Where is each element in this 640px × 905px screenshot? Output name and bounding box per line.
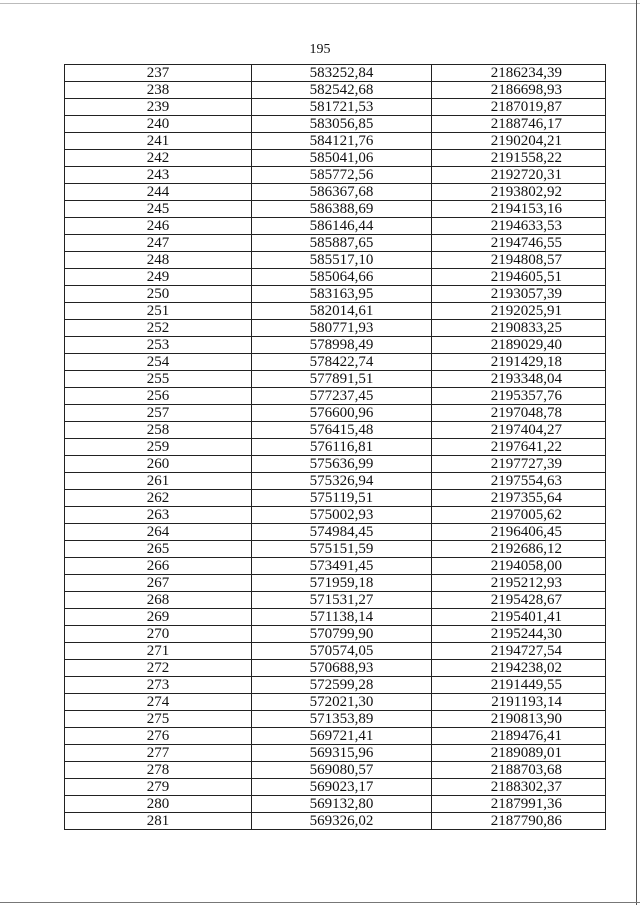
point-number-cell: 241 bbox=[65, 133, 252, 150]
y-coordinate-cell: 2194746,55 bbox=[432, 235, 606, 252]
x-coordinate-cell: 570799,90 bbox=[252, 626, 432, 643]
point-number-cell: 269 bbox=[65, 609, 252, 626]
y-coordinate-cell: 2194153,16 bbox=[432, 201, 606, 218]
x-coordinate-cell: 584121,76 bbox=[252, 133, 432, 150]
table-row bbox=[65, 167, 606, 184]
y-coordinate-cell: 2189476,41 bbox=[432, 728, 606, 745]
y-coordinate-cell: 2187991,36 bbox=[432, 796, 606, 813]
y-coordinate-cell: 2195357,76 bbox=[432, 388, 606, 405]
x-coordinate-cell: 572021,30 bbox=[252, 694, 432, 711]
y-coordinate-cell: 2192025,91 bbox=[432, 303, 606, 320]
x-coordinate-cell: 569315,96 bbox=[252, 745, 432, 762]
point-number-cell: 268 bbox=[65, 592, 252, 609]
table-row bbox=[65, 405, 606, 422]
x-coordinate-cell: 569326,02 bbox=[252, 813, 432, 830]
point-number-cell: 259 bbox=[65, 439, 252, 456]
point-number-cell: 279 bbox=[65, 779, 252, 796]
page-number: 195 bbox=[309, 42, 331, 57]
y-coordinate-cell: 2193348,04 bbox=[432, 371, 606, 388]
x-coordinate-cell: 585887,65 bbox=[252, 235, 432, 252]
table-row bbox=[65, 286, 606, 303]
table-row bbox=[65, 116, 606, 133]
y-coordinate-cell: 2190204,21 bbox=[432, 133, 606, 150]
point-number-cell: 244 bbox=[65, 184, 252, 201]
table-row bbox=[65, 439, 606, 456]
table-row bbox=[65, 388, 606, 405]
table-row bbox=[65, 422, 606, 439]
y-coordinate-cell: 2186698,93 bbox=[432, 82, 606, 99]
point-number-cell: 237 bbox=[65, 65, 252, 82]
point-number-cell: 276 bbox=[65, 728, 252, 745]
y-coordinate-cell: 2192686,12 bbox=[432, 541, 606, 558]
point-number-cell: 261 bbox=[65, 473, 252, 490]
y-coordinate-cell: 2197355,64 bbox=[432, 490, 606, 507]
x-coordinate-cell: 571353,89 bbox=[252, 711, 432, 728]
table-row bbox=[65, 762, 606, 779]
x-coordinate-cell: 570574,05 bbox=[252, 643, 432, 660]
x-coordinate-cell: 570688,93 bbox=[252, 660, 432, 677]
y-coordinate-cell: 2195401,41 bbox=[432, 609, 606, 626]
y-coordinate-cell: 2187790,86 bbox=[432, 813, 606, 830]
table-row bbox=[65, 677, 606, 694]
y-coordinate-cell: 2194633,53 bbox=[432, 218, 606, 235]
point-number-cell: 275 bbox=[65, 711, 252, 728]
point-number-cell: 247 bbox=[65, 235, 252, 252]
y-coordinate-cell: 2197641,22 bbox=[432, 439, 606, 456]
table-row bbox=[65, 65, 606, 82]
x-coordinate-cell: 586388,69 bbox=[252, 201, 432, 218]
x-coordinate-cell: 576415,48 bbox=[252, 422, 432, 439]
point-number-cell: 265 bbox=[65, 541, 252, 558]
table-row bbox=[65, 150, 606, 167]
y-coordinate-cell: 2197404,27 bbox=[432, 422, 606, 439]
y-coordinate-cell: 2196406,45 bbox=[432, 524, 606, 541]
coordinates-table bbox=[64, 64, 606, 830]
table-row bbox=[65, 201, 606, 218]
table-row bbox=[65, 473, 606, 490]
x-coordinate-cell: 569132,80 bbox=[252, 796, 432, 813]
x-coordinate-cell: 585041,06 bbox=[252, 150, 432, 167]
point-number-cell: 263 bbox=[65, 507, 252, 524]
y-coordinate-cell: 2190833,25 bbox=[432, 320, 606, 337]
table-row bbox=[65, 507, 606, 524]
y-coordinate-cell: 2195428,67 bbox=[432, 592, 606, 609]
table-row bbox=[65, 320, 606, 337]
x-coordinate-cell: 582542,68 bbox=[252, 82, 432, 99]
x-coordinate-cell: 580771,93 bbox=[252, 320, 432, 337]
point-number-cell: 278 bbox=[65, 762, 252, 779]
x-coordinate-cell: 585772,56 bbox=[252, 167, 432, 184]
point-number-cell: 240 bbox=[65, 116, 252, 133]
x-coordinate-cell: 575002,93 bbox=[252, 507, 432, 524]
y-coordinate-cell: 2186234,39 bbox=[432, 65, 606, 82]
table-row bbox=[65, 541, 606, 558]
point-number-cell: 280 bbox=[65, 796, 252, 813]
point-number-cell: 243 bbox=[65, 167, 252, 184]
x-coordinate-cell: 582014,61 bbox=[252, 303, 432, 320]
scan-edge-bottom bbox=[0, 902, 640, 903]
x-coordinate-cell: 583252,84 bbox=[252, 65, 432, 82]
table-row bbox=[65, 82, 606, 99]
x-coordinate-cell: 572599,28 bbox=[252, 677, 432, 694]
point-number-cell: 273 bbox=[65, 677, 252, 694]
table-row bbox=[65, 609, 606, 626]
x-coordinate-cell: 574984,45 bbox=[252, 524, 432, 541]
point-number-cell: 267 bbox=[65, 575, 252, 592]
y-coordinate-cell: 2197554,63 bbox=[432, 473, 606, 490]
y-coordinate-cell: 2187019,87 bbox=[432, 99, 606, 116]
y-coordinate-cell: 2194058,00 bbox=[432, 558, 606, 575]
x-coordinate-cell: 583056,85 bbox=[252, 116, 432, 133]
x-coordinate-cell: 576600,96 bbox=[252, 405, 432, 422]
y-coordinate-cell: 2195244,30 bbox=[432, 626, 606, 643]
x-coordinate-cell: 569080,57 bbox=[252, 762, 432, 779]
y-coordinate-cell: 2197005,62 bbox=[432, 507, 606, 524]
point-number-cell: 257 bbox=[65, 405, 252, 422]
point-number-cell: 246 bbox=[65, 218, 252, 235]
y-coordinate-cell: 2193802,92 bbox=[432, 184, 606, 201]
point-number-cell: 248 bbox=[65, 252, 252, 269]
table-row bbox=[65, 813, 606, 830]
y-coordinate-cell: 2191193,14 bbox=[432, 694, 606, 711]
scan-edge-right bbox=[636, 0, 637, 905]
table-row bbox=[65, 354, 606, 371]
point-number-cell: 262 bbox=[65, 490, 252, 507]
y-coordinate-cell: 2191429,18 bbox=[432, 354, 606, 371]
x-coordinate-cell: 583163,95 bbox=[252, 286, 432, 303]
x-coordinate-cell: 577237,45 bbox=[252, 388, 432, 405]
scan-edge-top bbox=[0, 3, 640, 4]
y-coordinate-cell: 2194808,57 bbox=[432, 252, 606, 269]
y-coordinate-cell: 2193057,39 bbox=[432, 286, 606, 303]
table-row bbox=[65, 184, 606, 201]
x-coordinate-cell: 578422,74 bbox=[252, 354, 432, 371]
x-coordinate-cell: 577891,51 bbox=[252, 371, 432, 388]
x-coordinate-cell: 585064,66 bbox=[252, 269, 432, 286]
x-coordinate-cell: 586367,68 bbox=[252, 184, 432, 201]
y-coordinate-cell: 2189029,40 bbox=[432, 337, 606, 354]
table-row bbox=[65, 796, 606, 813]
x-coordinate-cell: 569023,17 bbox=[252, 779, 432, 796]
point-number-cell: 256 bbox=[65, 388, 252, 405]
x-coordinate-cell: 575636,99 bbox=[252, 456, 432, 473]
x-coordinate-cell: 581721,53 bbox=[252, 99, 432, 116]
x-coordinate-cell: 578998,49 bbox=[252, 337, 432, 354]
table-row bbox=[65, 337, 606, 354]
point-number-cell: 251 bbox=[65, 303, 252, 320]
x-coordinate-cell: 585517,10 bbox=[252, 252, 432, 269]
table-row bbox=[65, 643, 606, 660]
table-row bbox=[65, 218, 606, 235]
x-coordinate-cell: 575151,59 bbox=[252, 541, 432, 558]
y-coordinate-cell: 2194238,02 bbox=[432, 660, 606, 677]
table-row bbox=[65, 235, 606, 252]
y-coordinate-cell: 2191558,22 bbox=[432, 150, 606, 167]
table-row bbox=[65, 575, 606, 592]
point-number-cell: 266 bbox=[65, 558, 252, 575]
y-coordinate-cell: 2194727,54 bbox=[432, 643, 606, 660]
x-coordinate-cell: 575119,51 bbox=[252, 490, 432, 507]
table-row bbox=[65, 779, 606, 796]
point-number-cell: 271 bbox=[65, 643, 252, 660]
point-number-cell: 260 bbox=[65, 456, 252, 473]
x-coordinate-cell: 571138,14 bbox=[252, 609, 432, 626]
coordinates-table-body bbox=[65, 65, 606, 830]
y-coordinate-cell: 2197048,78 bbox=[432, 405, 606, 422]
y-coordinate-cell: 2197727,39 bbox=[432, 456, 606, 473]
table-row bbox=[65, 371, 606, 388]
table-row bbox=[65, 558, 606, 575]
table-row bbox=[65, 660, 606, 677]
y-coordinate-cell: 2188703,68 bbox=[432, 762, 606, 779]
x-coordinate-cell: 586146,44 bbox=[252, 218, 432, 235]
point-number-cell: 253 bbox=[65, 337, 252, 354]
y-coordinate-cell: 2188302,37 bbox=[432, 779, 606, 796]
point-number-cell: 254 bbox=[65, 354, 252, 371]
table-row bbox=[65, 728, 606, 745]
table-row bbox=[65, 711, 606, 728]
y-coordinate-cell: 2190813,90 bbox=[432, 711, 606, 728]
table-row bbox=[65, 490, 606, 507]
point-number-cell: 250 bbox=[65, 286, 252, 303]
table-row bbox=[65, 303, 606, 320]
point-number-cell: 281 bbox=[65, 813, 252, 830]
x-coordinate-cell: 569721,41 bbox=[252, 728, 432, 745]
y-coordinate-cell: 2194605,51 bbox=[432, 269, 606, 286]
y-coordinate-cell: 2189089,01 bbox=[432, 745, 606, 762]
x-coordinate-cell: 576116,81 bbox=[252, 439, 432, 456]
x-coordinate-cell: 571959,18 bbox=[252, 575, 432, 592]
table-row bbox=[65, 252, 606, 269]
point-number-cell: 277 bbox=[65, 745, 252, 762]
point-number-cell: 270 bbox=[65, 626, 252, 643]
x-coordinate-cell: 573491,45 bbox=[252, 558, 432, 575]
point-number-cell: 252 bbox=[65, 320, 252, 337]
point-number-cell: 238 bbox=[65, 82, 252, 99]
point-number-cell: 249 bbox=[65, 269, 252, 286]
point-number-cell: 239 bbox=[65, 99, 252, 116]
x-coordinate-cell: 571531,27 bbox=[252, 592, 432, 609]
point-number-cell: 255 bbox=[65, 371, 252, 388]
table-row bbox=[65, 524, 606, 541]
table-row bbox=[65, 745, 606, 762]
point-number-cell: 264 bbox=[65, 524, 252, 541]
point-number-cell: 272 bbox=[65, 660, 252, 677]
point-number-cell: 274 bbox=[65, 694, 252, 711]
point-number-cell: 245 bbox=[65, 201, 252, 218]
point-number-cell: 242 bbox=[65, 150, 252, 167]
y-coordinate-cell: 2195212,93 bbox=[432, 575, 606, 592]
table-row bbox=[65, 592, 606, 609]
y-coordinate-cell: 2191449,55 bbox=[432, 677, 606, 694]
table-row bbox=[65, 269, 606, 286]
y-coordinate-cell: 2188746,17 bbox=[432, 116, 606, 133]
table-row bbox=[65, 456, 606, 473]
table-row bbox=[65, 694, 606, 711]
table-row bbox=[65, 626, 606, 643]
table-row bbox=[65, 133, 606, 150]
x-coordinate-cell: 575326,94 bbox=[252, 473, 432, 490]
table-row bbox=[65, 99, 606, 116]
y-coordinate-cell: 2192720,31 bbox=[432, 167, 606, 184]
point-number-cell: 258 bbox=[65, 422, 252, 439]
